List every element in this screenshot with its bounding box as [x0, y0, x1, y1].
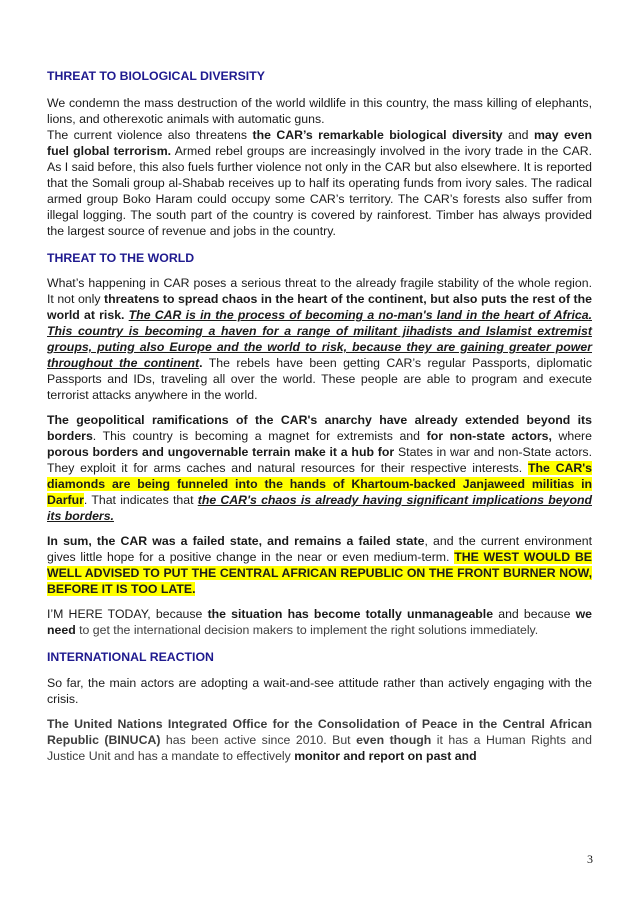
bold-italic-underlined-text-run: The CAR is in the process of becoming a no-man's land in the heart of Africa. This country is becoming a haven for a range of militant jihadists and Islamist extremist groups, puting also Europe and the world to risk, because they are gaining greater power throughout the continent — [47, 308, 592, 370]
text-run: I’M HERE TODAY, because — [47, 607, 208, 621]
bold-text-run: The geopolitical ramifications of the CAR's anarchy have already extended beyond its borders — [47, 413, 592, 443]
text-run: The rebels have been getting CAR’s regular Passports, diplomatic Passports and IDs, traveling all over the world. These people are able to program and execute terrorist attacks anywhere in the world. — [47, 356, 593, 402]
bold-text-run: porous borders and ungovernable terrain make it a hub for — [47, 445, 395, 459]
section-heading-international-reaction: INTERNATIONAL REACTION — [47, 650, 214, 664]
text-run: States in war and non-State actors. They exploit it for arms caches and natural resources for their respective interests. — [47, 445, 592, 475]
paragraph-geopolitical-ramifications — [47, 412, 592, 524]
paragraph-im-here-today — [47, 606, 592, 638]
text-run: has been active since 2010. But — [160, 733, 357, 747]
bold-text-run: may even fuel global terrorism. — [47, 128, 592, 158]
text-run: and because — [493, 607, 576, 621]
paragraph-biological-diversity-threat — [47, 127, 592, 239]
paragraph-wait-and-see: So far, the main actors are adopting a wait-and-see attitude rather than actively engaging with the crisis. — [47, 676, 592, 706]
text-run: where — [551, 429, 592, 443]
paragraph-binuca — [47, 716, 592, 764]
text-run: it has a Human Rights and Justice Unit and has a mandate to effectively — [47, 733, 592, 763]
bold-text-run: for non-state actors, — [426, 429, 552, 443]
section-heading-biological-diversity: THREAT TO BIOLOGICAL DIVERSITY — [47, 69, 265, 83]
page-number: 3 — [587, 852, 593, 866]
highlighted-bold-text-run: The CAR's diamonds are being funneled into the hands of Khartoum-backed Janjaweed militias in Darfur — [47, 461, 593, 507]
section-heading-threat-to-world: THREAT TO THE WORLD — [47, 251, 195, 265]
document-page — [47, 68, 592, 764]
paragraph-failed-state-summary — [47, 533, 592, 597]
bold-text-run: threatens to spread chaos in the heart of the continent, but also puts the rest of the world at risk. — [47, 292, 592, 322]
bold-text-run: we need — [47, 607, 592, 637]
bold-italic-underlined-text-run: the CAR's chaos is already having significant implications beyond its borders. — [47, 493, 592, 523]
text-run: , and the current environment gives little hope for a positive change in the near or even medium-term. — [47, 534, 592, 564]
text-run: . That indicates that — [83, 493, 198, 507]
paragraph-threat-to-region — [47, 275, 592, 403]
text-run: and — [502, 128, 534, 142]
text-run: The current violence also threatens — [47, 128, 253, 142]
bold-text-run: the situation has become totally unmanageable — [207, 607, 494, 621]
text-run: What’s happening in CAR poses a serious threat to the already fragile stability of the whole region. It not only — [47, 276, 592, 306]
text-run: . This country is becoming a magnet for extremists and — [92, 429, 427, 443]
text-run: Armed rebel groups are increasingly involved in the ivory trade in the CAR. As I said before, this also fuels further violence not only in the CAR but also elsewhere. It is reported that the Somali group al-Shabab receives up to half its operating funds from ivory sales. The radical armed group Boko Haram could occupy some CAR’s territory. The CAR’s forests also suffer from illegal logging. The south part of the country is covered by rainforest. Timber has always provided the largest source of revenue and jobs in the country. — [47, 144, 592, 238]
bold-text-run: monitor and report on past and — [294, 749, 477, 763]
bold-text-run: In sum, the CAR was a failed state, and remains a failed state — [47, 534, 425, 548]
bold-text-run: even though — [356, 733, 432, 747]
highlighted-bold-text-run: THE WEST WOULD BE WELL ADVISED TO PUT THE CENTRAL AFRICAN REPUBLIC ON THE FRONT BURNER NOW, BEFORE IT IS TOO LATE. — [47, 550, 592, 596]
bold-text-run: The United Nations Integrated Office for the Consolidation of Peace in the Central African Republic (BINUCA) — [47, 717, 592, 747]
text-run: to get the international decision makers to implement the right solutions immediately. — [75, 623, 539, 637]
paragraph-condemn-wildlife-destruction: We condemn the mass destruction of the world wildlife in this country, the mass killing of elephants, lions, and otherexotic animals with automatic guns. — [47, 96, 592, 126]
bold-text-run: . — [199, 356, 203, 370]
bold-text-run: the CAR’s remarkable biological diversity — [252, 128, 503, 142]
